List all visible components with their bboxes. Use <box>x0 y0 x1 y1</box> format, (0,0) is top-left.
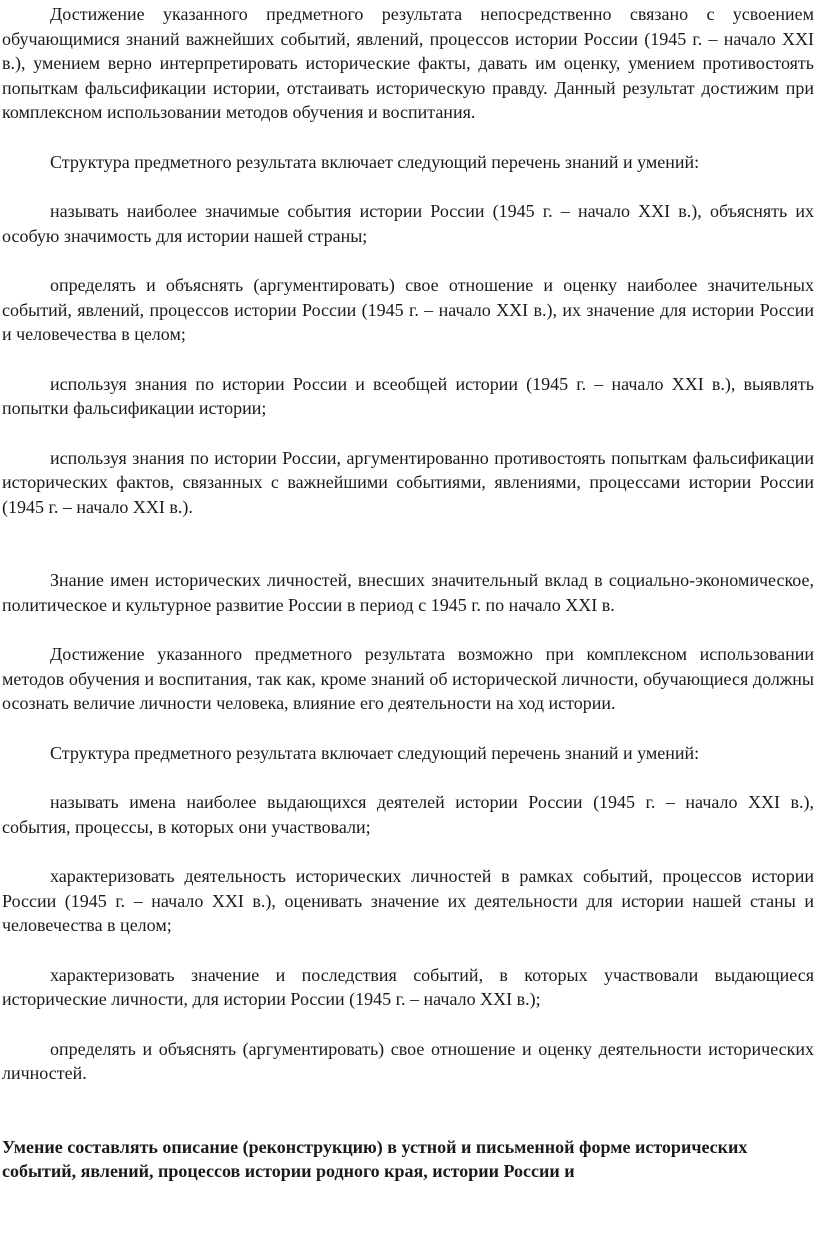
paragraph-skill-characterize-activity: характеризовать деятельность исторических личностей в рамках событий, процессов истории России (1945 г. – начало XXI в.), оценивать значение их деятельности для истории нашей станы и человечества в целом; <box>2 866 814 935</box>
paragraph-figures-result-methods: Достижение указанного предметного результата возможно при комплексном использовании методов обучения и воспитания, так как, кроме знаний об исторической личности, обучающиеся должны осознать величие личности человека, влияние его деятельности на ход истории. <box>2 644 814 713</box>
paragraph-skill-define-attitude: определять и объяснять (аргументировать) свое отношение и оценку наиболее значительных событий, явлений, процессов истории России (1945 г. – начало XXI в.), их значение для истории России и человечества в целом; <box>2 275 814 344</box>
paragraph-historical-figures-intro: Знание имен исторических личностей, внесших значительный вклад в социально-экономическое, политическое и культурное развитие России в период с 1945 г. по начало XXI в. <box>2 570 814 615</box>
paragraph-history-knowledge-intro: Достижение указанного предметного результата непосредственно связано с усвоением обучающимися знаний важнейших событий, явлений, процессов истории России (1945 г. – начало XXI в.), умением верно интерпретировать исторические факты, давать им оценку, умением противостоять попыткам фальсификации истории, отстаивать историческую правду. Данный результат достижим при комплексном использовании методов обучения и воспитания. <box>2 4 814 122</box>
paragraph-skill-characterize-consequences: характеризовать значение и последствия событий, в которых участвовали выдающиеся исторические личности, для истории России (1945 г. – начало XXI в.); <box>2 964 814 1009</box>
section-heading: Умение составлять описание (реконструкцию) в устной и письменной форме исторических событий, явлений, процессов истории родного края, истории России и <box>2 1136 748 1181</box>
paragraph-skill-name-figures: называть имена наиболее выдающихся деятелей истории России (1945 г. – начало XXI в.), события, процессы, в которых они участвовали; <box>2 792 814 837</box>
paragraph-skill-detect-falsification: используя знания по истории России и всеобщей истории (1945 г. – начало XXI в.), выявлять попытки фальсификации истории; <box>2 373 814 418</box>
paragraph-structure-intro-1: Структура предметного результата включает следующий перечень знаний и умений: <box>50 151 700 172</box>
paragraph-skill-counter-falsification: используя знания по истории России, аргументированно противостоять попыткам фальсификации исторических фактов, связанных с важнейшими событиями, явлениями, процессами истории России (1945 г. – начало XXI в.). <box>2 447 814 517</box>
paragraph-structure-intro-2: Структура предметного результата включает следующий перечень знаний и умений: <box>50 742 700 763</box>
paragraph-skill-evaluate-figures: определять и объяснять (аргументировать) свое отношение и оценку деятельности исторических личностей. <box>2 1038 814 1083</box>
paragraph-skill-name-events: называть наиболее значимые события истории России (1945 г. – начало XXI в.), объяснять их особую значимость для истории нашей страны; <box>2 201 814 246</box>
